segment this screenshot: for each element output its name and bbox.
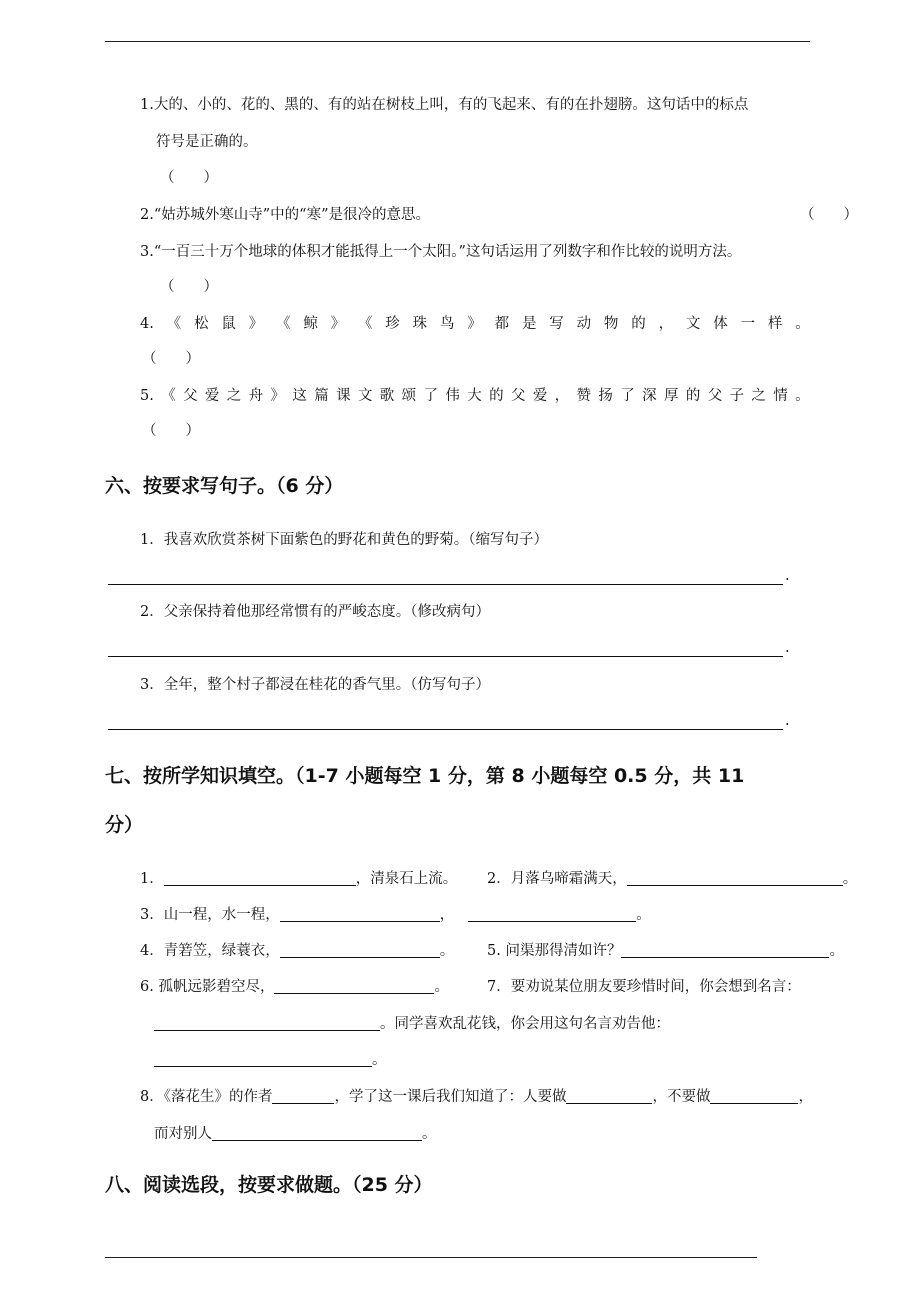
answer-line-1-end: . — [785, 568, 790, 584]
fill-q4-blank[interactable] — [280, 942, 440, 958]
judge-item-3: 3.“一百三十万个地球的体积才能抵得上一个太阳。”这句话运用了列数字和作比较的说明方法。 — [140, 244, 742, 260]
judge-item-1-paren[interactable]: （ ） — [160, 170, 218, 186]
fill-q1: 1． ，清泉石上流。 — [140, 871, 458, 887]
fill-q7-blank-2[interactable] — [154, 1051, 372, 1067]
fill-q2: 2．月落乌啼霜满天， 。 — [487, 871, 858, 887]
judge-item-2: 2.“姑苏城外寒山寺”中的“寒”是很冷的意思。 — [140, 207, 430, 223]
section7-heading-line2: 分） — [105, 814, 144, 836]
fill-q7-end: 。 — [154, 1051, 387, 1069]
bottom-rule — [105, 1257, 757, 1258]
fill-q2-blank[interactable] — [627, 870, 843, 886]
fill-q8: 8．《落花生》的作者 ，学了这一课后我们知道了：人要做 ，不要做 ， — [140, 1089, 813, 1105]
fill-q7-cont: 。同学喜欢乱花钱，你会用这句名言劝告他： — [154, 1015, 670, 1033]
fill-q8-blank-3[interactable] — [710, 1088, 798, 1104]
fill-q8-blank-2[interactable] — [566, 1088, 652, 1104]
answer-line-1[interactable] — [108, 584, 783, 585]
judge-item-5: 5. 《 父 爱 之 舟 》 这 篇 课 文 歌 颂 了 伟 大 的 父 爱 ， 赞 扬 了 深 厚 的 父 子 之 情 。 — [140, 388, 810, 404]
answer-line-3-end: . — [785, 713, 790, 729]
fill-q8-line2: 而对别人 。 — [154, 1126, 437, 1142]
judge-item-1-cont: 符号是正确的。 — [156, 134, 258, 150]
fill-q8-blank-4[interactable] — [212, 1125, 422, 1141]
fill-q7-blank-1[interactable] — [154, 1015, 380, 1031]
fill-q4: 4．青箬笠，绿蓑衣， 。 — [140, 943, 455, 959]
section8-heading: 八、阅读选段，按要求做题。（25 分） — [105, 1174, 433, 1196]
rewrite-item-2: 2．父亲保持着他那经常惯有的严峻态度。（修改病句） — [140, 604, 490, 620]
top-rule — [105, 41, 810, 42]
fill-q3-blank-2[interactable] — [468, 906, 636, 922]
fill-q8-blank-author[interactable] — [272, 1088, 334, 1104]
judge-item-5-paren[interactable]: （ ） — [142, 423, 200, 439]
fill-q3-blank-1[interactable] — [280, 906, 440, 922]
fill-q6: 6. 孤帆远影碧空尽， 。 — [140, 979, 449, 995]
answer-line-3[interactable] — [108, 729, 783, 730]
judge-item-1: 1.大的、小的、花的、黑的、有的站在树枝上叫，有的飞起来、有的在扑翅膀。这句话中的标点 — [140, 97, 749, 113]
section7-heading-line1: 七、按所学知识填空。（1-7 小题每空 1 分，第 8 小题每空 0.5 分，共 11 — [105, 765, 745, 787]
fill-q3: 3．山一程，水一程， ， 。 — [140, 907, 651, 923]
rewrite-item-1: 1．我喜欢欣赏茶树下面紫色的野花和黄色的野菊。（缩写句子） — [140, 532, 548, 548]
judge-item-4: 4. 《 松 鼠 》 《 鲸 》 《 珍 珠 鸟 》 都 是 写 动 物 的 ， 文 体 一 样 。 — [140, 316, 810, 332]
fill-q6-blank[interactable] — [274, 978, 434, 994]
fill-q7: 7．要劝说某位朋友要珍惜时间，你会想到名言： — [487, 979, 801, 995]
rewrite-item-3: 3．全年，整个村子都浸在桂花的香气里。（仿写句子） — [140, 677, 490, 693]
judge-item-4-paren[interactable]: （ ） — [142, 351, 200, 367]
judge-item-3-paren[interactable]: （ ） — [160, 279, 218, 295]
judge-item-2-paren[interactable]: （ ） — [800, 207, 858, 223]
fill-q5-blank[interactable] — [621, 942, 829, 958]
section6-heading: 六、按要求写句子。（6 分） — [105, 475, 344, 497]
fill-q5: 5. 问渠那得清如许？ 。 — [487, 943, 844, 959]
fill-q1-blank[interactable] — [164, 870, 356, 886]
answer-line-2-end: . — [785, 640, 790, 656]
answer-line-2[interactable] — [108, 656, 783, 657]
